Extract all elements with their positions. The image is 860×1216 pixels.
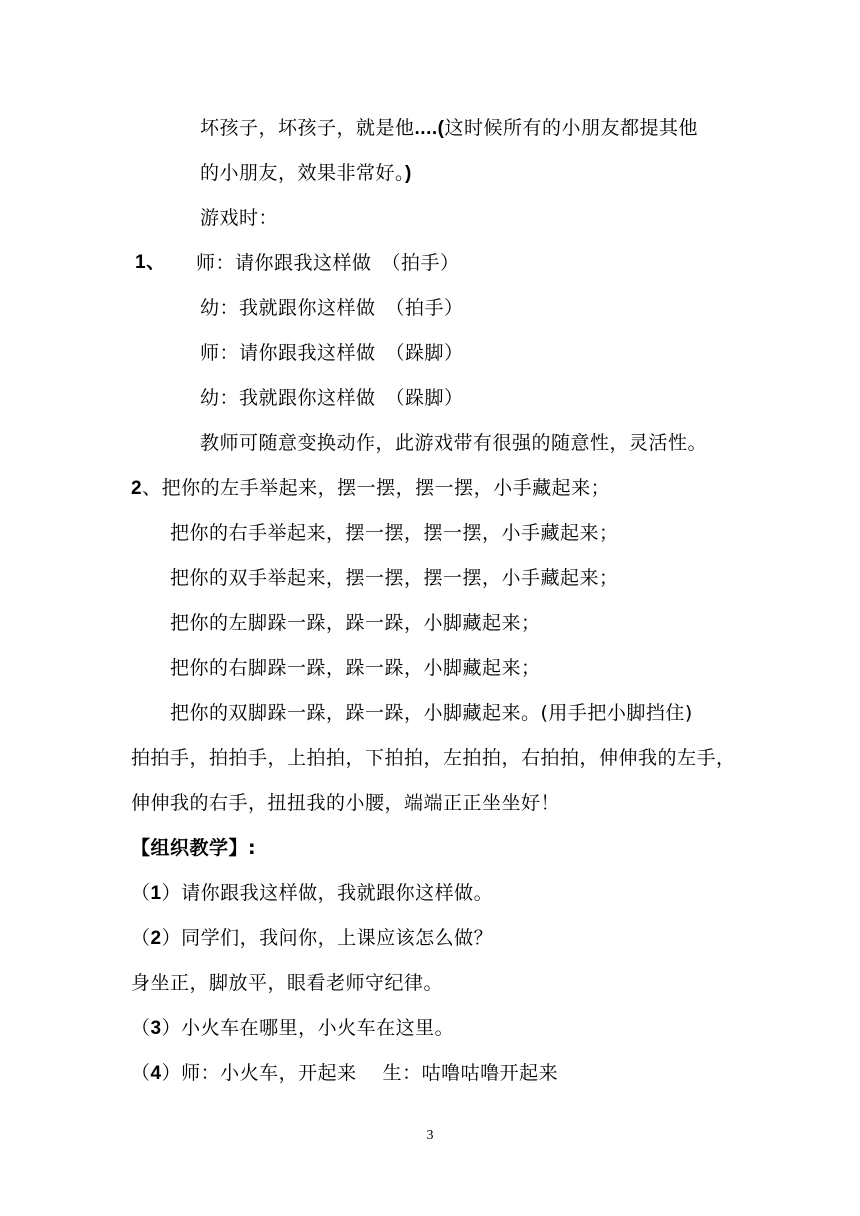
intro-line-2 bbox=[200, 161, 412, 186]
organize-item-3-text: 小火车在哪里，小火车在这里。 bbox=[181, 1017, 455, 1039]
organize-item-1-text: 请你跟我这样做，我就跟你这样做。 bbox=[181, 882, 494, 904]
game2-number-sep: 、 bbox=[142, 477, 162, 499]
organize-item-2-num: 2 bbox=[150, 928, 162, 949]
game1-line-2: 幼：我就跟你这样做 （拍手） bbox=[200, 297, 464, 319]
intro-line-1 bbox=[200, 116, 698, 141]
game2-line-3: 把你的双手举起来，摆一摆，摆一摆，小手藏起来； bbox=[170, 567, 619, 589]
intro-line-1-rest: 这时候所有的小朋友都提其他 bbox=[444, 117, 698, 139]
game2-number: 2 bbox=[131, 478, 143, 499]
game1-line-1: 师：请你跟我这样做 （拍手） bbox=[196, 252, 460, 274]
game1-number: 1、 bbox=[135, 252, 166, 273]
organize-item-1: （1）请你跟我这样做，我就跟你这样做。 bbox=[131, 882, 494, 904]
organize-item-4-num: 4 bbox=[150, 1063, 162, 1084]
organize-item-3-num: 3 bbox=[150, 1018, 162, 1039]
organize-item-2-response: 身坐正，脚放平，眼看老师守纪律。 bbox=[131, 972, 444, 994]
organize-heading: 【组织教学】: bbox=[131, 837, 257, 859]
game-label: 游戏时： bbox=[200, 207, 279, 229]
intro-line-2-main: 的小朋友，效果非常好。 bbox=[200, 162, 406, 184]
intro-line-2-close: ) bbox=[405, 163, 412, 184]
organize-item-4: （4）师：小火车，开起来 生：咕噜咕噜开起来 bbox=[131, 1062, 559, 1084]
page-number: 3 bbox=[426, 1128, 434, 1143]
clap-line-1: 拍拍手，拍拍手，上拍拍，下拍拍，左拍拍，右拍拍，伸伸我的左手， bbox=[131, 747, 736, 769]
game1-line-5: 教师可随意变换动作，此游戏带有很强的随意性，灵活性。 bbox=[200, 432, 708, 454]
organize-item-1-num: 1 bbox=[150, 883, 162, 904]
organize-item-2-text: 同学们，我问你，上课应该怎么做？ bbox=[181, 927, 494, 949]
intro-line-1-main: 坏孩子，坏孩子，就是他 bbox=[200, 117, 415, 139]
game1-line-4: 幼：我就跟你这样做 （跺脚） bbox=[200, 387, 464, 409]
organize-item-4-text: 师：小火车，开起来 生：咕噜咕噜开起来 bbox=[181, 1062, 559, 1084]
game2-line-1-text: 把你的左手举起来，摆一摆，摆一摆，小手藏起来； bbox=[161, 477, 611, 499]
organize-item-2: （2）同学们，我问你，上课应该怎么做？ bbox=[131, 927, 494, 949]
organize-item-3: （3）小火车在哪里，小火车在这里。 bbox=[131, 1017, 455, 1039]
clap-line-2: 伸伸我的右手，扭扭我的小腰，端端正正坐坐好！ bbox=[131, 792, 561, 814]
game2-line-1 bbox=[131, 476, 610, 501]
game2-line-2: 把你的右手举起来，摆一摆，摆一摆，小手藏起来； bbox=[170, 522, 619, 544]
game1-line-3: 师：请你跟我这样做 （跺脚） bbox=[200, 342, 464, 364]
game2-line-5: 把你的右脚跺一跺，跺一跺，小脚藏起来； bbox=[170, 657, 541, 679]
intro-line-1-dots: ....( bbox=[414, 118, 445, 139]
game2-line-6: 把你的双脚跺一跺，跺一跺，小脚藏起来。(用手把小脚挡住) bbox=[170, 702, 693, 724]
game2-line-4: 把你的左脚跺一跺，跺一跺，小脚藏起来； bbox=[170, 612, 541, 634]
